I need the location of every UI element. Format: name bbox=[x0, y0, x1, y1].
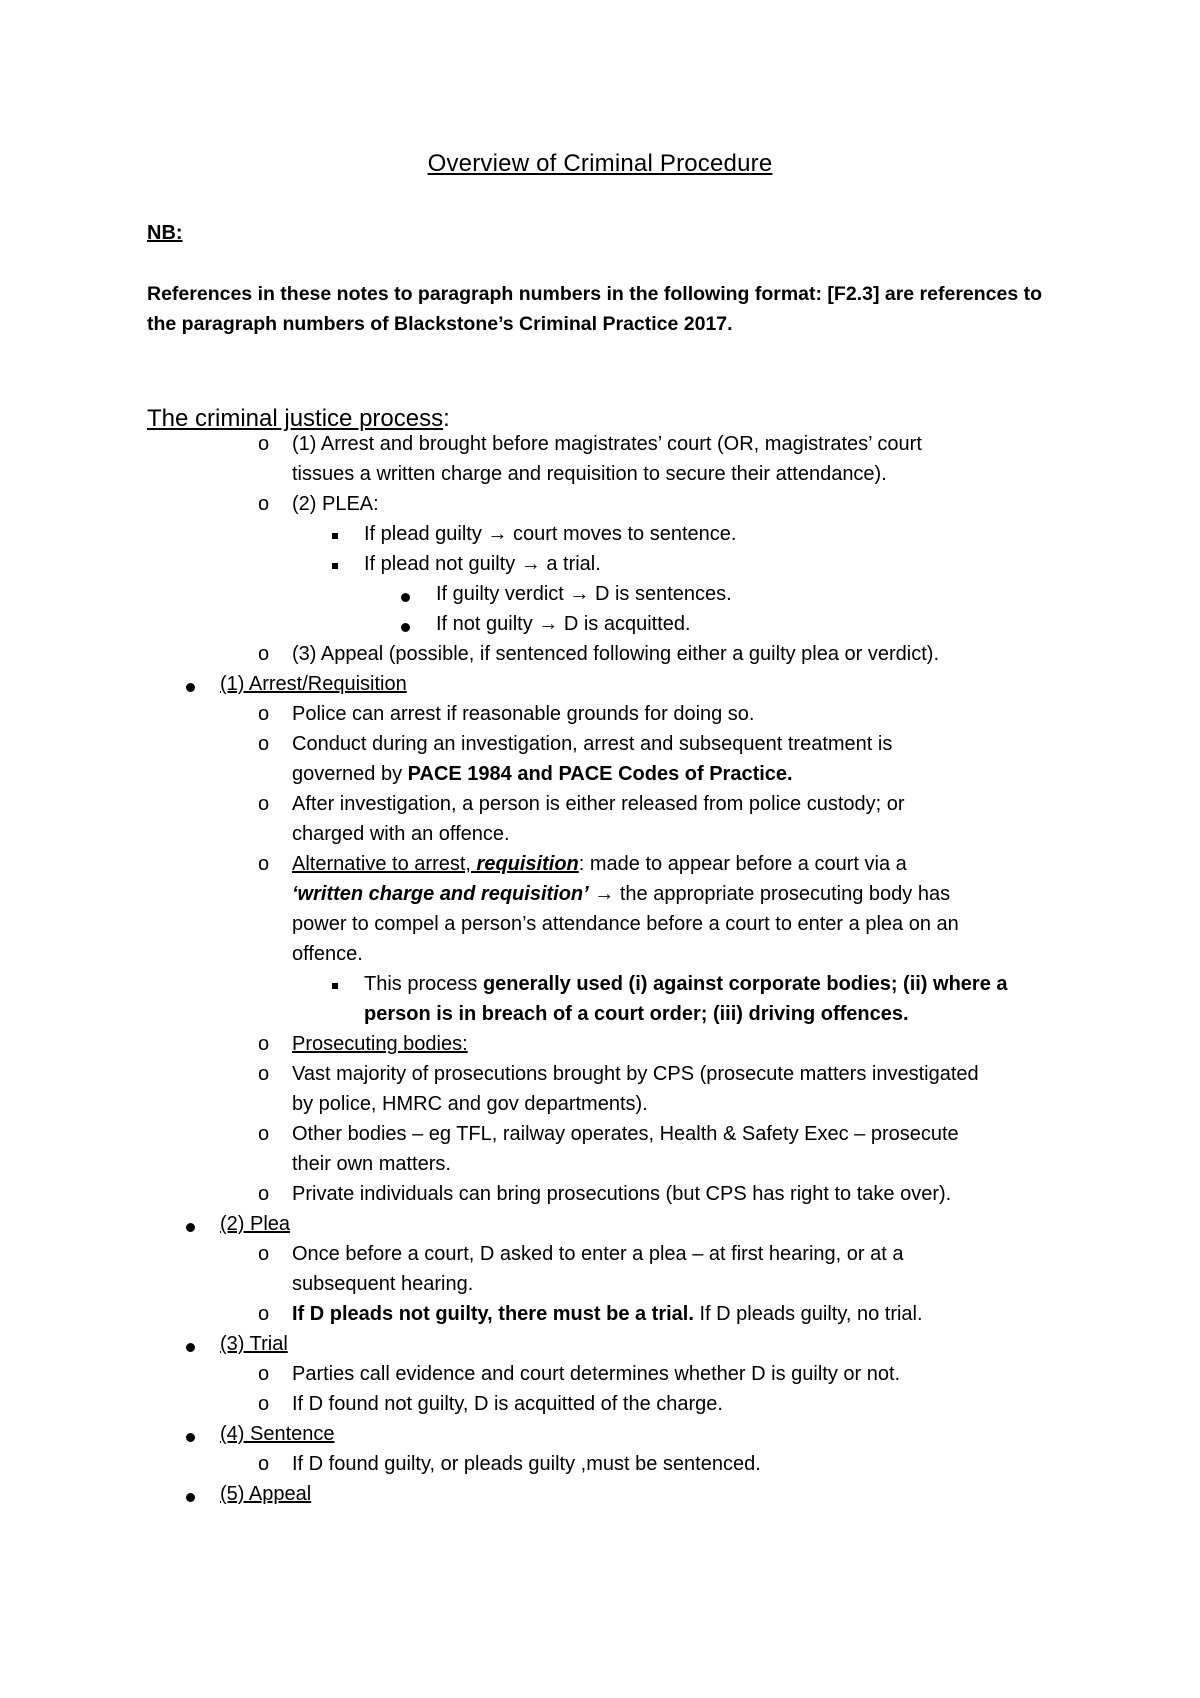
arrow-icon: → bbox=[569, 583, 590, 605]
arrest-point-7-line2: their own matters. bbox=[292, 1153, 451, 1175]
arrest-point-6-line1: Vast majority of prosecutions brought by CPS (prosecute matters investigated bbox=[292, 1063, 979, 1085]
arrest-point-6-line2: by police, HMRC and gov departments). bbox=[292, 1093, 648, 1115]
circle-bullet-icon: o bbox=[258, 1183, 270, 1205]
overview-guilty-verdict: If guilty verdict → D is sentences. bbox=[436, 583, 732, 605]
overview-arrest-line2: tissues a written charge and requisition to secure their attendance). bbox=[292, 463, 887, 485]
appeal-heading: (5) Appeal bbox=[220, 1483, 312, 1505]
sentence-point-1: If D found guilty, or pleads guilty ,must be sentenced. bbox=[292, 1453, 761, 1475]
circle-bullet-icon: o bbox=[258, 1363, 270, 1385]
arrest-heading: (1) Arrest/Requisition bbox=[220, 673, 407, 695]
circle-bullet-icon: o bbox=[258, 493, 270, 515]
overview-not-guilty: If not guilty → D is acquitted. bbox=[436, 613, 691, 635]
arrest-point-1: Police can arrest if reasonable grounds for doing so. bbox=[292, 703, 755, 725]
arrest-point-4-line1: Alternative to arrest, requisition: made to appear before a court via a bbox=[292, 853, 907, 875]
circle-bullet-icon: o bbox=[258, 1453, 270, 1475]
circle-bullet-icon: o bbox=[258, 703, 270, 725]
square-bullet-icon bbox=[332, 983, 338, 989]
arrest-point-2-line1: Conduct during an investigation, arrest and subsequent treatment is bbox=[292, 733, 893, 755]
plea-point-2: If D pleads not guilty, there must be a trial. If D pleads guilty, no trial. bbox=[292, 1303, 923, 1325]
plea-point-1-line2: subsequent hearing. bbox=[292, 1273, 474, 1295]
circle-bullet-icon: o bbox=[258, 1243, 270, 1265]
arrest-point-4-line3: power to compel a person’s attendance before a court to enter a plea on an bbox=[292, 913, 959, 935]
arrow-icon: → bbox=[520, 553, 541, 575]
disc-bullet-icon bbox=[186, 683, 195, 692]
circle-bullet-icon: o bbox=[258, 1303, 270, 1325]
references-note: References in these notes to paragraph numbers in the following format: [F2.3] are references to the paragraph numbers of Blackstone’s Criminal Practice 2017. bbox=[147, 283, 1043, 335]
arrest-point-4-line4: offence. bbox=[292, 943, 363, 965]
disc-bullet-icon bbox=[186, 1493, 195, 1502]
nb-label: NB: bbox=[147, 222, 183, 244]
circle-bullet-icon: o bbox=[258, 433, 270, 455]
plea-heading: (2) Plea bbox=[220, 1213, 291, 1235]
arrest-point-5: Prosecuting bodies: bbox=[292, 1033, 468, 1055]
section-heading: The criminal justice process: bbox=[147, 405, 450, 432]
arrow-icon: → bbox=[487, 523, 508, 545]
plea-point-1-line1: Once before a court, D asked to enter a plea – at first hearing, or at a bbox=[292, 1243, 904, 1265]
trial-point-2: If D found not guilty, D is acquitted of the charge. bbox=[292, 1393, 723, 1415]
square-bullet-icon bbox=[332, 563, 338, 569]
arrest-point-3-line1: After investigation, a person is either released from police custody; or bbox=[292, 793, 905, 815]
arrow-icon: → bbox=[594, 883, 615, 905]
circle-bullet-icon: o bbox=[258, 793, 270, 815]
disc-bullet-icon bbox=[401, 623, 410, 632]
disc-bullet-icon bbox=[186, 1433, 195, 1442]
overview-appeal: (3) Appeal (possible, if sentenced following either a guilty plea or verdict). bbox=[292, 643, 940, 665]
overview-arrest-line1: (1) Arrest and brought before magistrates’ court (OR, magistrates’ court bbox=[292, 433, 922, 455]
circle-bullet-icon: o bbox=[258, 1393, 270, 1415]
arrow-icon: → bbox=[538, 613, 559, 635]
arrest-point-4-line2: ‘written charge and requisition’ → the appropriate prosecuting body has bbox=[292, 883, 951, 905]
circle-bullet-icon: o bbox=[258, 643, 270, 665]
arrest-point-8: Private individuals can bring prosecutions (but CPS has right to take over). bbox=[292, 1183, 952, 1205]
overview-plea: (2) PLEA: bbox=[292, 493, 379, 515]
disc-bullet-icon bbox=[186, 1343, 195, 1352]
overview-plead-not-guilty: If plead not guilty → a trial. bbox=[364, 553, 601, 575]
overview-plead-guilty: If plead guilty → court moves to sentence. bbox=[364, 523, 737, 545]
sentence-heading: (4) Sentence bbox=[220, 1423, 335, 1445]
circle-bullet-icon: o bbox=[258, 733, 270, 755]
circle-bullet-icon: o bbox=[258, 853, 270, 875]
circle-bullet-icon: o bbox=[258, 1033, 270, 1055]
trial-point-1: Parties call evidence and court determines whether D is guilty or not. bbox=[292, 1363, 901, 1385]
arrest-subpoint-line2: person is in breach of a court order; (iii) driving offences. bbox=[364, 1003, 909, 1025]
arrest-point-3-line2: charged with an offence. bbox=[292, 823, 510, 845]
arrest-point-7-line1: Other bodies – eg TFL, railway operates, Health & Safety Exec – prosecute bbox=[292, 1123, 959, 1145]
circle-bullet-icon: o bbox=[258, 1063, 270, 1085]
arrest-point-2-line2: governed by PACE 1984 and PACE Codes of Practice. bbox=[292, 763, 793, 785]
disc-bullet-icon bbox=[401, 593, 410, 602]
page-title: Overview of Criminal Procedure bbox=[427, 150, 773, 177]
disc-bullet-icon bbox=[186, 1223, 195, 1232]
circle-bullet-icon: o bbox=[258, 1123, 270, 1145]
square-bullet-icon bbox=[332, 533, 338, 539]
trial-heading: (3) Trial bbox=[220, 1333, 288, 1355]
arrest-subpoint-line1: This process generally used (i) against corporate bodies; (ii) where a bbox=[364, 973, 1008, 995]
